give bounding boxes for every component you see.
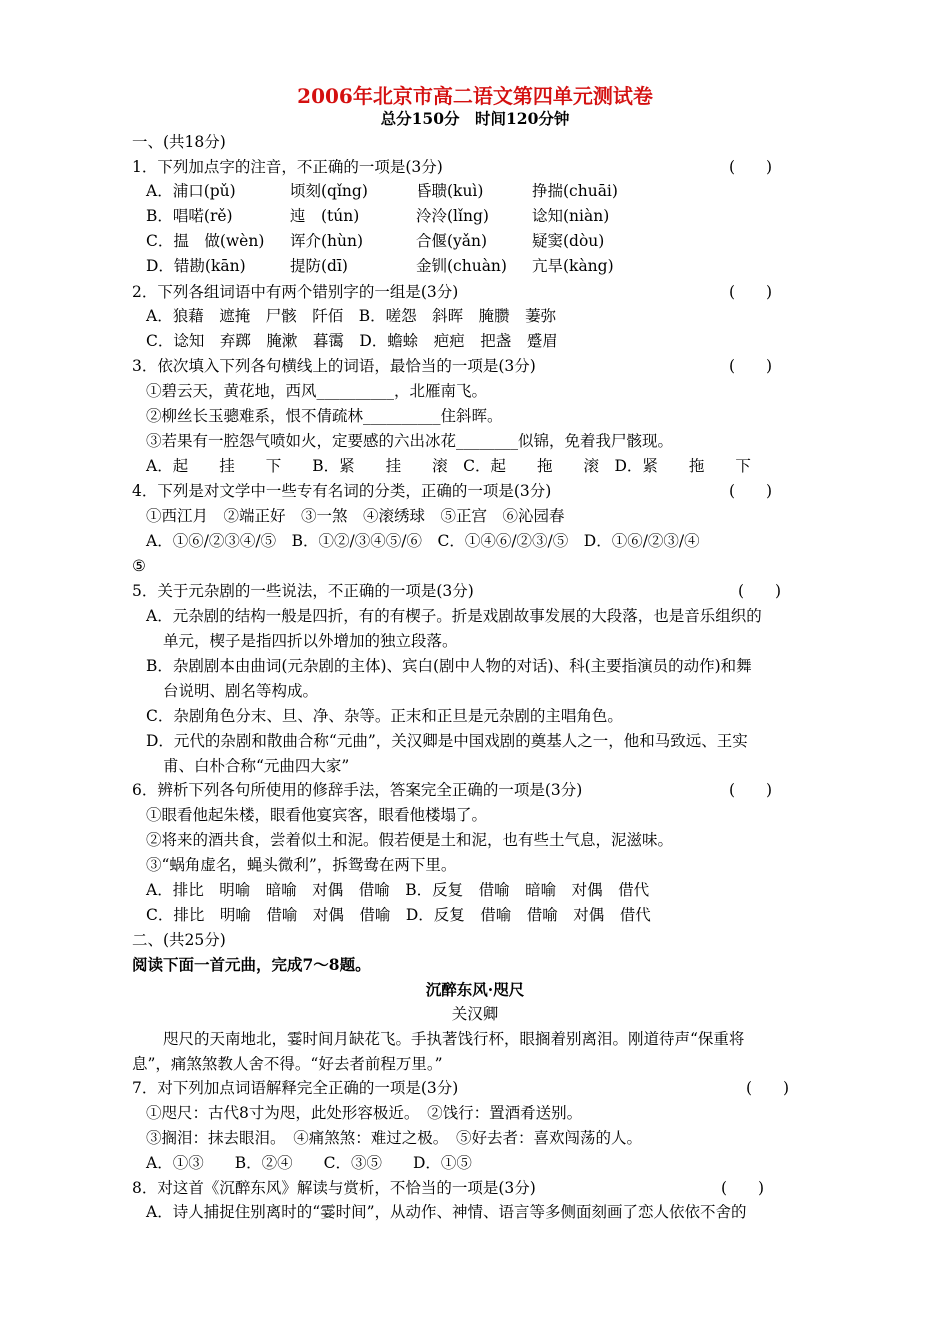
q6-options-ab: A．排比 明喻 暗喻 对偶 借喻 B．反复 借喻 暗喻 对偶 借代 (146, 881, 650, 899)
q5-d-line2: 甫、白朴合称“元曲四大家” (163, 757, 350, 775)
q5-c-line1: C．杂剧角色分末、旦、净、杂等。正末和正旦是元杂剧的主唱角色。 (146, 707, 623, 725)
q3-stem: 3．依次填入下列各句横线上的词语，最恰当的一项是(3分) (132, 357, 536, 375)
q1-a-2: 顷刻(qǐng) (290, 182, 368, 200)
q2-stem: 2．下列各组词语中有两个错别字的一组是(3分) (132, 283, 459, 301)
q1-d-4: 亢旱(kàng) (532, 257, 614, 275)
q5-a-line2: 单元，楔子是指四折以外增加的独立段落。 (163, 632, 458, 650)
q5-b-line2: 台说明、剧名等构成。 (163, 682, 319, 700)
q1-c-2: 诨介(hùn) (290, 232, 364, 250)
q7-answer-paren: ( ) (746, 1079, 790, 1097)
q3-sentence-2: ②柳丝长玉骢难系，恨不倩疏林__________住斜晖。 (146, 407, 503, 425)
section-2-instruction: 阅读下面一首元曲，完成7～8题。 (132, 955, 371, 974)
q5-b-line1: B．杂剧剧本由曲词(元杂剧的主体)、宾白(剧中人物的对话)、科(主要指演员的动作)和舞 (146, 657, 752, 675)
poem-line-2: 息”，痛煞煞教人舍不得。“好去者前程万里。” (132, 1055, 443, 1073)
q5-d-line1: D．元代的杂剧和散曲合称“元曲”，关汉卿是中国戏剧的奠基人之一，他和马致远、王实 (146, 732, 748, 750)
q1-c-3: 合偃(yǎn) (416, 232, 488, 250)
q4-options: A．①⑥/②③④/⑤ B．①②/③④⑤/⑥ C．①④⑥/②③/⑤ D．①⑥/②③/④ (146, 532, 700, 550)
q6-sentence-1: ①眼看他起朱楼，眼看他宴宾客，眼看他楼塌了。 (146, 806, 488, 824)
q1-b-3: 泠泠(lǐng) (416, 207, 489, 225)
page-title: 2006年北京市高二语文第四单元测试卷 (297, 84, 653, 108)
q8-a-line1: A．诗人捕捉住别离时的“霎时间”，从动作、神情、语言等多侧面刻画了恋人依依不舍的 (146, 1203, 747, 1221)
q7-items-line2: ③搁泪：抹去眼泪。 ④痛煞煞：难过之极。 ⑤好去者：喜欢闯荡的人。 (146, 1129, 643, 1147)
q4-stem: 4．下列是对文学中一些专有名词的分类，正确的一项是(3分) (132, 482, 552, 500)
poem-line-1: 咫尺的天南地北，霎时间月缺花飞。手执著饯行杯，眼搁着别离泪。刚道待声“保重将 (163, 1030, 745, 1048)
q1-b-2: 迍 (tún) (290, 207, 360, 225)
section-1-label: 一、(共18分) (132, 133, 226, 151)
q4-items: ①西江月 ②端正好 ③一煞 ④滚绣球 ⑤正宫 ⑥沁园春 (146, 507, 565, 525)
q4-options-wrap: ⑤ (132, 557, 146, 575)
section-2-label: 二、(共25分) (132, 931, 226, 949)
q1-b-1: B．唱喏(rě) (146, 207, 233, 225)
q6-options-cd: C．排比 明喻 借喻 对偶 借喻 D．反复 借喻 借喻 对偶 借代 (146, 906, 651, 924)
q1-d-3: 金钏(chuàn) (416, 257, 507, 275)
q2-options-cd: C．谂知 弃踯 腌漱 暮霭 D．蟾蜍 疤疤 把盏 蹙眉 (146, 332, 558, 350)
q1-b-4: 谂知(niàn) (532, 207, 610, 225)
q1-a-1: A．浦口(pǔ) (146, 182, 236, 200)
q7-items-line1: ①咫尺：古代8寸为咫，此处形容极近。 ②饯行：置酒肴送别。 (146, 1104, 583, 1122)
q1-c-1: C．揾 做(wèn) (146, 232, 265, 250)
q5-stem: 5．关于元杂剧的一些说法，不正确的一项是(3分) (132, 582, 474, 600)
q1-a-3: 昏聩(kuì) (416, 182, 484, 200)
q6-stem: 6．辨析下列各句所使用的修辞手法，答案完全正确的一项是(3分) (132, 781, 583, 799)
q3-answer-paren: ( ) (729, 357, 773, 375)
q3-options: A．起 挂 下 B．紧 挂 滚 C．起 拖 滚 D．紧 拖 下 (146, 457, 751, 475)
poem-title: 沉醉东风·咫尺 (425, 980, 525, 999)
q3-sentence-3: ③若果有一腔怨气喷如火，定要感的六出冰花________似锦，免着我尸骸现。 (146, 432, 674, 450)
q3-sentence-1: ①碧云天，黄花地，西风__________，北雁南飞。 (146, 382, 488, 400)
q5-answer-paren: ( ) (738, 582, 782, 600)
poem-author: 关汉卿 (451, 1005, 499, 1023)
q8-stem: 8．对这首《沉醉东风》解读与赏析，不恰当的一项是(3分) (132, 1179, 536, 1197)
q8-answer-paren: ( ) (721, 1179, 765, 1197)
q6-sentence-3: ③“蜗角虚名，蝇头微利”，拆鸳鸯在两下里。 (146, 856, 457, 874)
q6-sentence-2: ②将来的酒共食，尝着似土和泥。假若便是土和泥，也有些土气息，泥滋味。 (146, 831, 674, 849)
q1-answer-paren: ( ) (729, 158, 773, 176)
q1-a-4: 挣揣(chuāi) (532, 182, 618, 200)
q7-options: A．①③ B．②④ C．③⑤ D．①⑤ (146, 1154, 472, 1172)
q7-stem: 7．对下列加点词语解释完全正确的一项是(3分) (132, 1079, 459, 1097)
q4-answer-paren: ( ) (729, 482, 773, 500)
q5-a-line1: A．元杂剧的结构一般是四折，有的有楔子。折是戏剧故事发展的大段落，也是音乐组织的 (146, 607, 762, 625)
q1-d-2: 提防(dī) (290, 257, 348, 275)
q2-options-ab: A．狼藉 遮掩 尸骸 阡佰 B．嗟怨 斜晖 腌臜 萋弥 (146, 307, 557, 325)
q2-answer-paren: ( ) (729, 283, 773, 301)
q1-stem: 1．下列加点字的注音，不正确的一项是(3分) (132, 158, 443, 176)
q1-d-1: D．错勘(kān) (146, 257, 246, 275)
q1-c-4: 疑窦(dòu) (532, 232, 605, 250)
page-subtitle: 总分150分 时间120分钟 (380, 109, 570, 128)
q6-answer-paren: ( ) (729, 781, 773, 799)
